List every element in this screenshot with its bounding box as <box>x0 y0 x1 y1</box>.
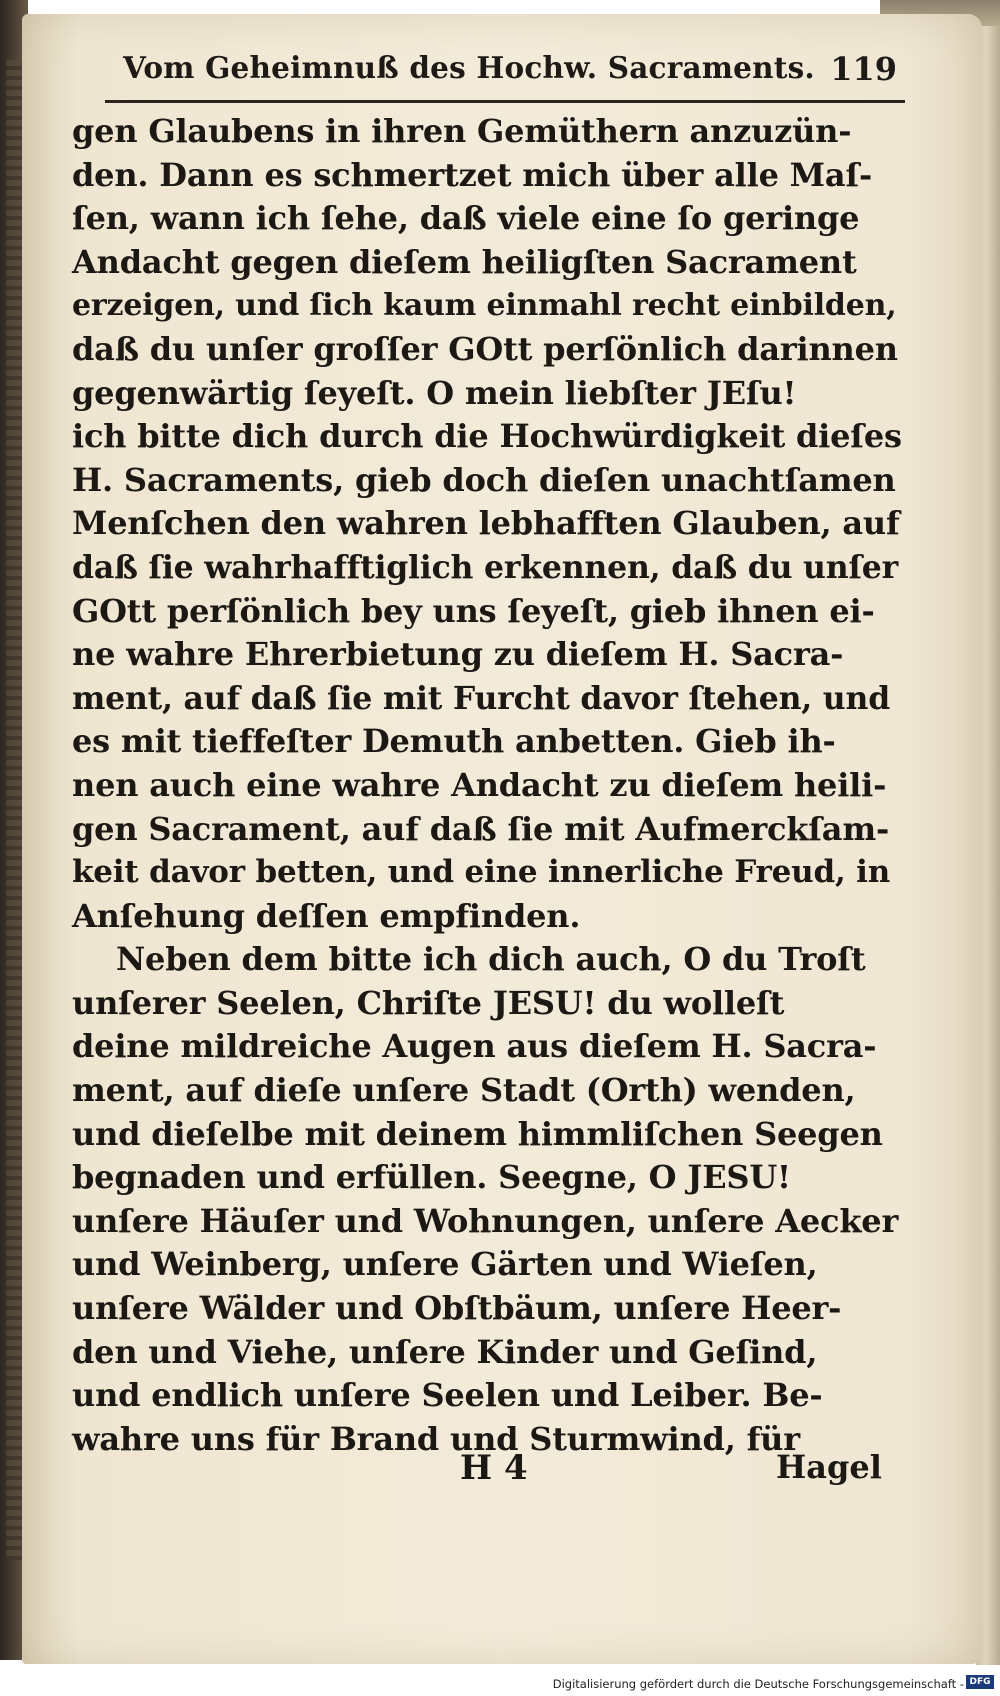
text-line: unſere Häuſer und Wohnungen, unſere Aecker <box>72 1201 899 1240</box>
text-line: unſere Wälder und Obſtbäum, unſere Heer- <box>72 1289 842 1328</box>
text-line: den und Viehe, unſere Kinder und Geſind, <box>72 1332 818 1371</box>
head-rule <box>105 100 905 103</box>
text-line: begnaden und erfüllen. Seegne, O JESU! <box>72 1158 791 1197</box>
text-line: gegenwärtig ſeyeſt. O mein liebſter JEſu! <box>72 373 797 412</box>
text-line: und Weinberg, unſere Gärten und Wieſen, <box>72 1245 818 1284</box>
paragraph-start-line: Neben dem bitte ich dich auch, O du Troſt <box>116 940 866 979</box>
text-line: ment, auf dieſe unſere Stadt (Orth) wenden, <box>72 1071 856 1110</box>
page-number: 119 <box>830 50 897 88</box>
text-line: Andacht gegen dieſem heiligſten Sacrament <box>72 242 857 281</box>
text-line: deine mildreiche Augen aus dieſem H. Sacra- <box>72 1027 877 1066</box>
text-line: H. Sacraments, gieb doch dieſen unachtſamen <box>72 460 896 499</box>
text-line: GOtt perſönlich bey uns ſeyeſt, gieb ihnen ei- <box>72 591 875 630</box>
text-line: daß du unſer groſſer GOtt perſönlich darinnen <box>72 329 898 368</box>
text-line: Menſchen den wahren lebhafften Glauben, auf <box>72 504 900 543</box>
text-line: und dieſelbe mit deinem himmliſchen Seegen <box>72 1114 883 1153</box>
body-text <box>72 110 902 1461</box>
text-line: nen auch eine wahre Andacht zu dieſem heili- <box>72 765 887 804</box>
text-line: ich bitte dich durch die Hochwürdigkeit dieſes <box>72 417 902 456</box>
running-head <box>105 48 905 104</box>
text-line: und endlich unſere Seelen und Leiber. Be- <box>72 1376 823 1415</box>
running-head-title: Vom Geheimnuß des Hochw. Sacraments. <box>123 50 815 85</box>
signature-mark: H 4 <box>460 1448 528 1488</box>
text-line: gen Glaubens in ihren Gemüthern anzuzün- <box>72 112 852 150</box>
text-line: es mit tieffeſter Demuth anbetten. Gieb ih- <box>72 722 836 761</box>
text-line: ne wahre Ehrerbietung zu dieſem H. Sacra- <box>72 635 844 674</box>
text-line: unſerer Seelen, Chriſte JESU! du wolleſt <box>72 983 785 1022</box>
text-line: ment, auf daß ſie mit Furcht davor ſtehen, und <box>72 679 891 717</box>
text-line: den. Dann es schmertzet mich über alle Maſ- <box>72 155 873 194</box>
text-line: wahre uns für Brand und Sturmwind, für <box>72 1419 800 1458</box>
dfg-logo: DFG <box>966 1675 994 1689</box>
catchword: Hagel <box>776 1448 882 1486</box>
text-line: keit davor betten, und eine innerliche Freud, in <box>72 854 891 891</box>
text-line: erzeigen, und ſich kaum einmahl recht einbilden, <box>72 288 897 324</box>
funding-credit: Digitalisierung gefördert durch die Deutsche Forschungsgemeinschaft - <box>552 1677 964 1691</box>
text-line: ſen, wann ich ſehe, daß viele eine ſo geringe <box>72 199 860 238</box>
text-line: Anſehung deſſen empfinden. <box>72 896 581 935</box>
text-line: gen Sacrament, auf daß ſie mit Aufmerckſam- <box>72 809 890 848</box>
text-line: daß ſie wahrhafftiglich erkennen, daß du unſer <box>72 548 899 586</box>
